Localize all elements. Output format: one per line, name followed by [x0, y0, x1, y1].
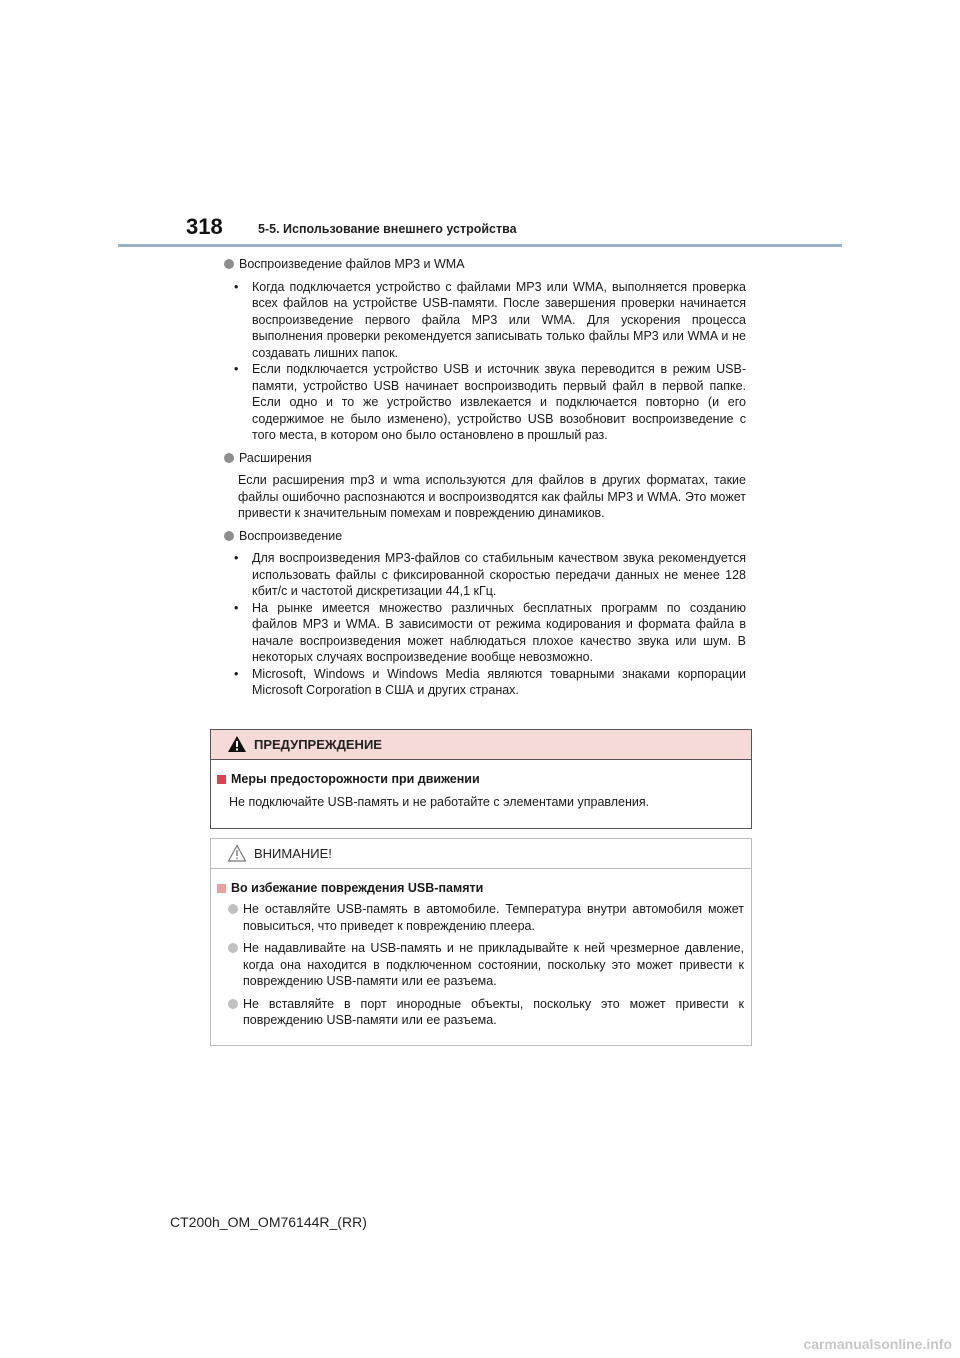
topic-mp3	[224, 256, 746, 273]
paragraph: Если расширения mp3 и wma используются для файлов в других форматах, такие файлы ошибочно распознаются и воспроизводятся как файлы MP3 и WMA. Это может привести к значительным помехам и повреждению динамиков.	[238, 473, 746, 520]
caution-header	[211, 839, 751, 869]
topic-extensions	[224, 450, 746, 467]
square-bullet-icon	[217, 884, 226, 893]
section-title: 5-5. Использование внешнего устройства	[258, 222, 517, 236]
bullet-dot-icon	[224, 531, 234, 541]
warning-header	[211, 730, 751, 760]
manual-code: CT200h_OM_OM76144R_(RR)	[170, 1214, 367, 1230]
warning-subheading-text: Меры предосторожности при движении	[231, 772, 480, 786]
topic-playback	[224, 528, 746, 545]
list-item: • Когда подключается устройство с файлами MP3 или WMA, выполняется проверка всех файлов на устройстве USB-памяти. После завершения проверки начинается воспроизведение первого файла MP3 или WMA. Для ускорения процесса выполнения проверки рекомендуется записывать только файлы MP3 или WMA и не создавать лишних папок.	[224, 279, 746, 362]
caution-title: ВНИМАНИЕ!	[254, 846, 332, 861]
list-item: • На рынке имеется множество различных бесплатных программ по созданию файлов MP3 и WMA. В зависимости от режима кодирования и формата файла в начале воспроизведения может наблюдаться плохое качество звука или шум. В некоторых случаях воспроизведение вообще невозможно.	[224, 600, 746, 666]
square-bullet-icon	[217, 775, 226, 784]
bullet-dot-icon	[224, 259, 234, 269]
bullet-dot-icon	[228, 999, 238, 1009]
main-content	[224, 256, 746, 699]
topic-title: Воспроизведение файлов MP3 и WMA	[239, 257, 465, 271]
list-item: • Microsoft, Windows и Windows Media являются товарными знаками корпорации Microsoft Corporation в США и других странах.	[224, 666, 746, 699]
list-item: Не оставляйте USB-память в автомобиле. Температура внутри автомобиля может повыситься, что приведет к повреждению плеера.	[228, 901, 744, 934]
warning-title: ПРЕДУПРЕЖДЕНИЕ	[254, 737, 382, 752]
list-item: Не вставляйте в порт инородные объекты, поскольку это может привести к повреждению USB-памяти или ее разъема.	[228, 996, 744, 1029]
bullet-dot-icon	[224, 453, 234, 463]
list-item: Не надавливайте на USB-память и не прикладывайте к ней чрезмерное давление, когда она находится в подключенном состоянии, поскольку это может привести к повреждению USB-памяти или ее разъема.	[228, 940, 744, 990]
page-number: 318	[186, 214, 223, 239]
bullet-dot-icon	[228, 943, 238, 953]
watermark: carmanualsonline.info	[803, 1336, 952, 1352]
caution-subheading-text: Во избежание повреждения USB-памяти	[231, 881, 484, 895]
warning-subheading	[217, 772, 480, 786]
topic-title: Воспроизведение	[239, 528, 343, 543]
caution-triangle-icon	[227, 844, 247, 862]
page-header	[186, 214, 846, 244]
caution-list	[228, 901, 744, 1035]
warning-box	[210, 729, 752, 829]
bullet-dot-icon	[228, 904, 238, 914]
caution-subheading	[217, 881, 483, 895]
warning-text: Не подключайте USB-память и не работайте с элементами управления.	[229, 795, 650, 809]
warning-triangle-icon	[227, 735, 247, 753]
caution-box	[210, 838, 752, 1046]
topic-title: Расширения	[239, 450, 312, 465]
list-item: • Для воспроизведения MP3-файлов со стабильным качеством звука рекомендуется использовать файлы с фиксированной скоростью передачи данных не менее 128 кбит/с и частотой дискретизации 44,1 кГц.	[224, 550, 746, 600]
list-item: • Если подключается устройство USB и источник звука переводится в режим USB-памяти, устройство USB начинает воспроизводить первый файл в первой папке. Если одно и то же устройство извлекается и подключается повторно (и его содержимое не было изменено), устройство USB возобновит воспроизведение с того места, в котором оно было остановлено в прошлый раз.	[224, 361, 746, 444]
header-divider	[118, 244, 842, 247]
